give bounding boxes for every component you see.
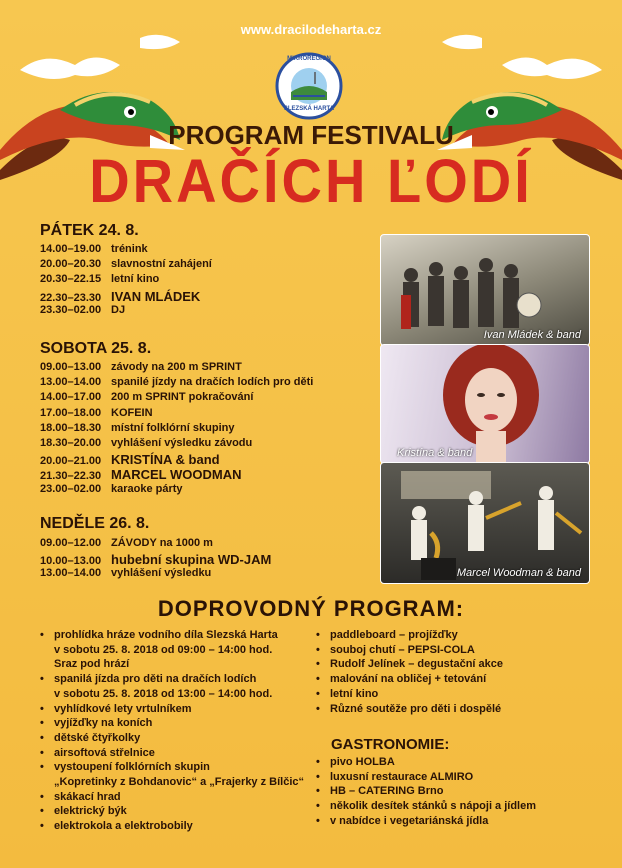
event-text: 200 m SPRINT pokračování [111,391,254,404]
list-item [40,804,320,819]
title-line2: DRAČÍCH ĽODÍ [89,145,533,216]
schedule-row [40,361,313,376]
event-text: spanilé jízdy na dračích lodích pro děti [111,376,314,389]
schedule-row [40,422,313,437]
event-time: 13.00–14.00 [40,376,102,389]
event-text: vyhlášení výsledku závodu [111,436,253,449]
event-time: 13.00–14.00 [40,567,102,580]
list-item [40,760,320,775]
day-label-saturday: SOBOTA 25. 8. [40,340,152,357]
schedule-row [40,273,212,288]
gastronomy-list [316,755,606,829]
list-item-text: vyhlídkové lety vrtulníkem [54,702,192,715]
schedule-saturday [40,361,313,498]
event-time: 23.30–02.00 [40,303,102,316]
event-time: 18.30–20.00 [40,436,102,449]
list-item: • letní kino [316,687,596,702]
list-item [40,731,320,746]
list-item [40,628,320,643]
schedule-row [40,407,313,422]
event-time: 09.00–13.00 [40,361,102,373]
schedule-row [40,437,313,452]
list-item: • Rudolf Jelínek – degustační akce [316,657,596,672]
list-item-text: elektrokola a elektrobobily [54,820,193,833]
list-item [40,790,320,805]
schedule-row [40,289,212,304]
event-text: KRISTÍNA & band [111,452,220,468]
list-item: • HB – CATERING Brno [316,784,606,799]
photo-caption: Kristína & band [397,447,473,459]
program-section-title: DOPROVODNÝ PROGRAM: [157,596,465,621]
list-item [40,716,320,731]
list-item-text: dětské čtyřkolky [54,731,141,744]
list-item [40,702,320,717]
event-time: 23.00–02.00 [40,482,102,495]
day-label-sunday: NEDĚLE 26. 8. [40,515,150,532]
photo-ivan-mladek-band [380,234,590,346]
list-item-text: spanilá jízda pro děti na dračích lodích [54,673,257,686]
list-item-continuation: v sobotu 25. 8. 2018 od 13:00 – 14:00 hod. [54,687,273,700]
list-item: • několik desítek stánků s nápoji a jídlem [316,799,606,814]
list-item: • malování na obličej + tetování [316,672,596,687]
event-time: 20.30–22.15 [40,273,102,286]
event-time: 14.00–17.00 [40,391,102,404]
event-text: slavnostní zahájení [111,258,212,271]
schedule-row [40,452,313,467]
program-left-list [40,628,320,834]
schedule-row [40,243,212,258]
photo-kristina-band [380,344,590,464]
event-text: místní folklórní skupiny [111,421,235,434]
event-text: KOFEIN [111,406,153,419]
event-time: 10.00–13.00 [40,555,102,568]
event-text: IVAN MLÁDEK [111,288,201,304]
list-item [40,819,320,834]
event-time: 20.00–20.30 [40,258,102,271]
schedule-friday [40,243,212,319]
schedule-row [40,304,212,319]
event-time: 22.30–23.30 [40,291,102,304]
list-item: • paddleboard – projížďky [316,628,596,643]
list-item-text: vystoupení folklórních skupin [54,761,210,774]
schedule-row [40,537,271,552]
event-time: 21.30–22.30 [40,470,102,483]
event-text: vyhlášení výsledku [111,567,212,580]
event-time: 20.00–21.00 [40,455,102,468]
event-text: trénink [111,243,148,255]
schedule-sunday [40,537,271,583]
list-item-continuation: v sobotu 25. 8. 2018 od 09:00 – 14:00 hod. [54,643,273,656]
website-url[interactable]: www.dracilodeharta.cz [240,22,382,37]
photo-caption: Marcel Woodman & band [456,567,581,579]
list-item-continuation: Sraz pod hrází [54,658,130,671]
list-item-text: vyjížďky na koních [54,717,153,730]
list-item-text: prohlídka hráze vodního díla Slezská Harta [54,629,278,641]
list-item: • Různé soutěže pro děti i dospělé [316,702,596,717]
list-item-continuation: „Kopretinky z Bohdanovic“ a „Frajerky z Bílčic“ [54,776,305,789]
list-item-text: elektrický býk [54,805,127,818]
gastronomy-title: GASTRONOMIE: [331,736,450,753]
list-item: • souboj chutí – PEPSI-COLA [316,643,596,658]
schedule-row [40,376,313,391]
schedule-row [40,567,271,582]
event-time: 14.00–19.00 [40,243,102,255]
logo-text-bottom: SLEZSKÁ HARTA [283,106,335,112]
day-label-friday: PÁTEK 24. 8. [40,222,139,239]
schedule-row [40,467,313,482]
photo-caption: Ivan Mládek & band [483,329,581,341]
singer-illustration [381,345,589,463]
list-item [40,672,320,687]
event-text: letní kino [111,273,160,286]
event-text: MARCEL WOODMAN [111,467,242,483]
list-item [40,746,320,761]
event-text: závody na 200 m SPRINT [111,361,242,373]
photo-marcel-woodman-band [380,462,590,584]
list-item-text: skákací hrad [54,790,121,803]
program-right-list [316,628,596,716]
list-item-text: airsoftová střelnice [54,746,155,759]
event-text: karaoke párty [111,482,183,495]
event-time: 09.00–12.00 [40,537,102,549]
event-text: hubební skupina WD-JAM [111,552,272,568]
schedule-row [40,552,271,567]
event-time: 17.00–18.00 [40,406,102,419]
list-item: • pivo HOLBA [316,755,606,770]
event-text: DJ [111,303,126,316]
event-text: ZÁVODY na 1000 m [111,537,213,549]
logo-text-top: MIKROREGION [287,56,331,62]
title-line1: PROGRAM FESTIVALU [168,120,454,150]
schedule-row [40,391,313,406]
list-item: • luxusní restaurace ALMIRO [316,770,606,785]
list-item: • v nabídce i vegetariánská jídla [316,814,606,829]
schedule-row [40,483,313,498]
event-time: 18.00–18.30 [40,421,102,434]
brass-band-illustration [381,463,589,583]
schedule-row [40,258,212,273]
